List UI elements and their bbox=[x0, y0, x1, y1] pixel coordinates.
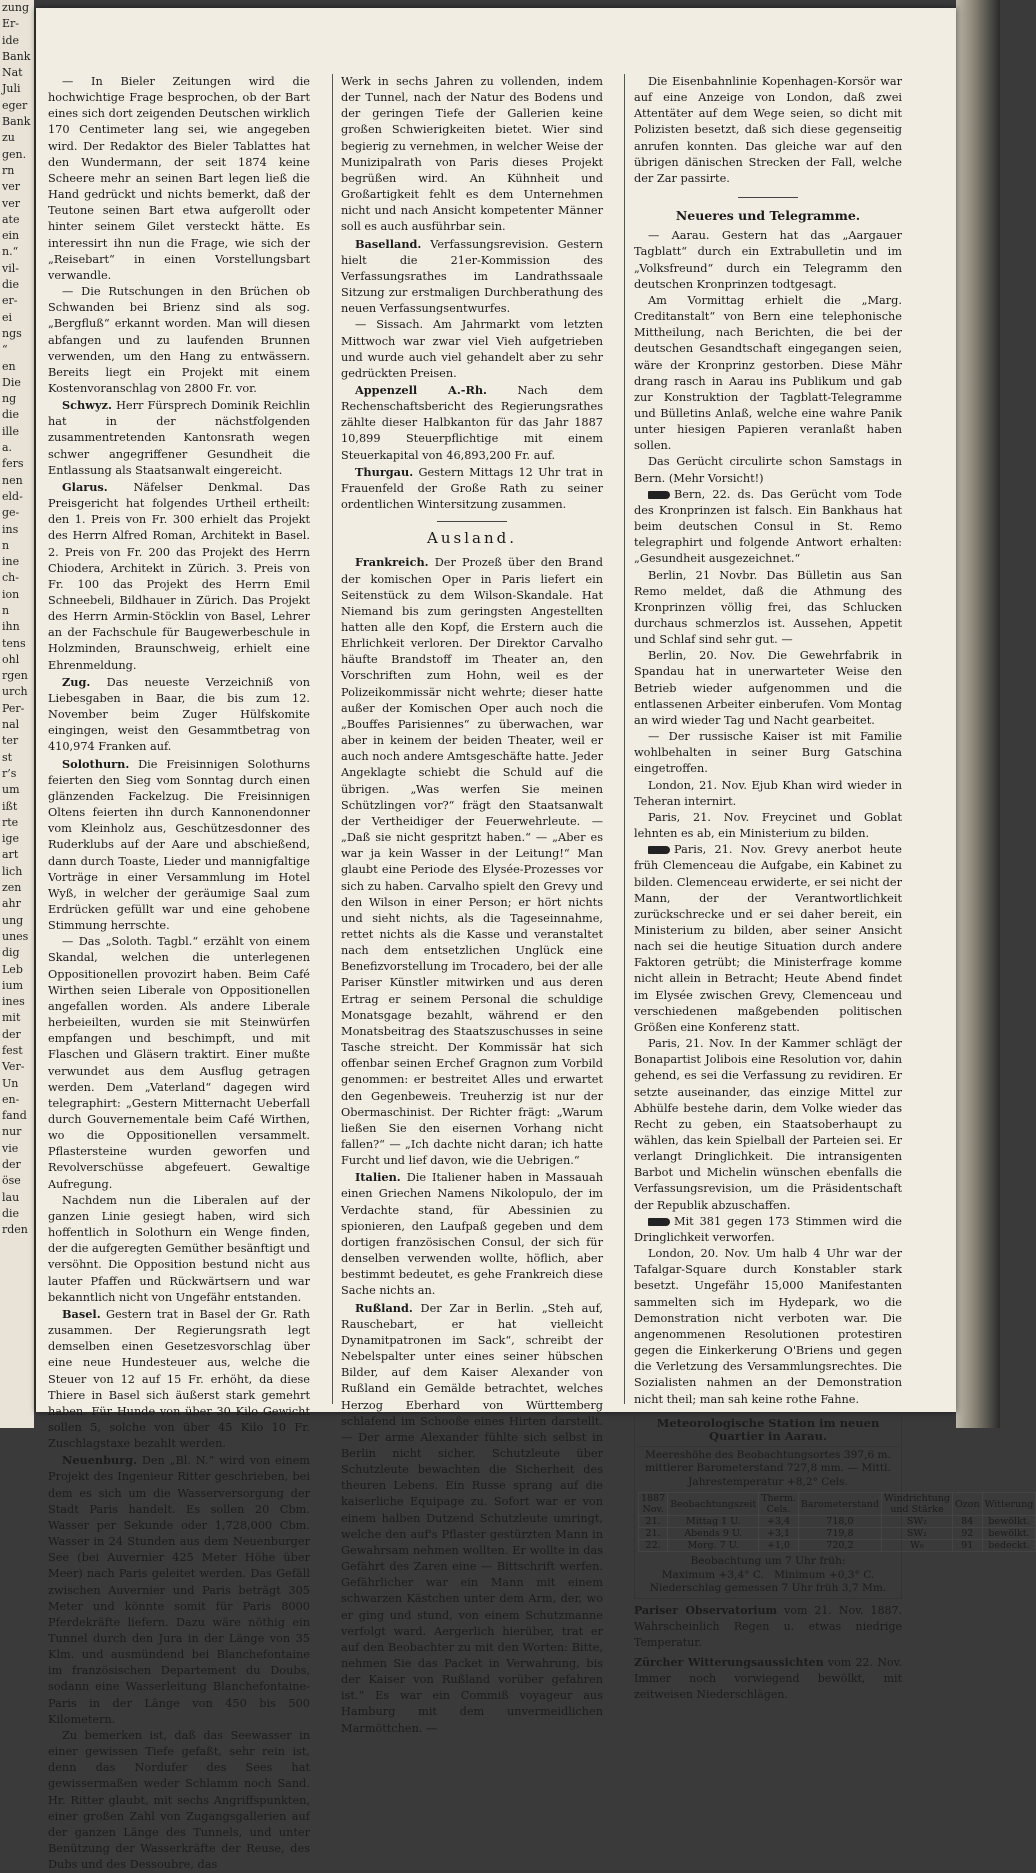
edge-fragment: ine bbox=[2, 555, 20, 569]
weather-cell: bedeckt. bbox=[982, 1540, 1036, 1552]
edge-fragment: fest bbox=[2, 1044, 23, 1057]
article-text: Herr Fürsprech Dominik Reichlin hat in der nächstfolgenden zusammentretenden Kantonsrath wegen schwer angegriffener Gesundheit die Entlassung als Staatsanwalt eingereicht. bbox=[48, 399, 310, 477]
edge-fragment: a. bbox=[2, 441, 13, 455]
article-text: Die Freisinnigen Solothurns feierten den Sieg vom Sonntag durch einen glänzenden Fackelzug. Die Freisinnigen Oltens feierten ihn durch Kannonendonner vom Kleinholz aus, Geschützesdonner des Ruderklubs auf der Aare und abschießend, dann durch Toaste, Lieder und mannigfaltige Vorträge in einer Versammlung im Hotel Wyß, in welcher der geräumige Saal zum Erdrücken gefüllt war und eine gehobene Stimmung herrschte. bbox=[48, 757, 310, 933]
edge-fragment: ille bbox=[2, 424, 20, 438]
article-text: Werk in sechs Jahren zu vollenden, indem der Tunnel, nach der Natur des Bodens und der geringen Tiefe der Gallerien keine großen Schwierigkeiten bietet. Wier sind begierig zu vernehmen, in welcher Weise der Munizipalrath von Paris dieses Projekt begrüßen wird. An Kühnheit und Großartigkeit fehlt es dem Unternehmen nicht und nach Ansicht kompetenter Männer soll es auch ausführbar sein. bbox=[341, 75, 603, 234]
article-paragraph bbox=[48, 1193, 310, 1306]
article-text: Nach dem Rechenschaftsbericht des Regierungsrathes zählte dieser Halbkanton für das Jahr 1887 10,899 Steuerpflichtige mit einem Steuerkapital von 46,893,200 Fr. auf. bbox=[341, 383, 603, 462]
weather-cell: bewölkt. bbox=[982, 1516, 1036, 1528]
weather-row bbox=[639, 1540, 1036, 1552]
article-text: Gestern Mittags 12 Uhr trat in Frauenfeld der Große Rath zu seiner ordentlichen Wintersitzung zusammen. bbox=[341, 465, 603, 512]
paris-observatory-text: vom 21. Nov. 1887. Wahrscheinlich Regen u. etwas niedrige Temperatur. bbox=[634, 1603, 902, 1649]
article-text: Verfassungsrevision. Gestern hielt die 21er-Kommission des Verfassungsrathes im Landrathssaale Sitzung zur erstmaligen Durchberathung des neuen Verfassungsentwurfes. bbox=[341, 237, 603, 316]
edge-fragment: Nat bbox=[2, 66, 23, 80]
edge-fragment: fers bbox=[2, 457, 24, 471]
edge-fragment: unes bbox=[2, 929, 29, 943]
article-paragraph bbox=[634, 228, 902, 293]
weather-row bbox=[639, 1528, 1036, 1540]
edge-fragment: Juli bbox=[2, 82, 21, 96]
article-text: Berlin, 20. Nov. Die Gewehrfabrik in Spandau hat in unerwarteter Weise den Betrieb wieder aufgenommen und die entlassenen Arbeiter einberufen. Vom Montag an wird wieder Tag und Nacht gearbeitet. bbox=[634, 649, 902, 727]
weather-header-cell: Beobachtungszeit bbox=[668, 1493, 759, 1516]
article-text: Zu bemerken ist, daß das Seewasser in einer gewissen Tiefe gefaßt, sehr rein ist, denn das Nordufer des Sees hat gewissermaßen weder Schlamm noch Sand. Hr. Ritter glaubt, mit sechs Angriffspunkten, einer großen Zahl von Zugangsgallerien auf der ganzen Länge des Tunnels, und unter Benützung der Wasserkräfte der Reuse, des Dubs und des Dessoubre, das bbox=[48, 1728, 310, 1872]
edge-fragment: Die bbox=[2, 375, 21, 389]
previous-page-edge bbox=[0, 0, 34, 1428]
paris-observatory-label: Pariser Observatorium bbox=[634, 1603, 778, 1617]
article-heading: Zug. bbox=[62, 674, 91, 689]
article-heading: Italien. bbox=[355, 1170, 401, 1185]
article-text: Näfelser Denkmal. Das Preisgericht hat folgendes Urtheil ertheilt: den 1. Preis von Fr. 300 erhielt das Projekt des Herrn Alfred Roman, Architekt in Basel. 2. Preis von Fr. 200 das Projekt des Herrn Chiodera, Architekt in Zürich. 3. Preis von Fr. 100 das Projekt des Herrn Emil Schneebeli, Bildhauer in Zürich. Das Projekt des Herrn Armin-Stöcklin von Basel, Lehrer an der Fachschule für Baugewerbeschule in Holzminden, Braunschweig, erhielt eine Ehrenmeldung. bbox=[48, 480, 310, 672]
weather-cell: 92 bbox=[952, 1528, 982, 1540]
weather-cell: +3,1 bbox=[759, 1528, 799, 1540]
edge-fragment: ung bbox=[2, 913, 24, 927]
article-paragraph bbox=[48, 756, 310, 935]
edge-fragment: lau bbox=[2, 1190, 20, 1204]
article-text: Das neueste Verzeichniß von Liebesgaben in Baar, die bis zum 12. November beim Zuger Hülfskomite eingingen, weist den Gesammtbetrag von 410,974 Franken auf. bbox=[48, 675, 310, 754]
separator-rule bbox=[437, 521, 507, 522]
article-heading: Appenzell A.-Rh. bbox=[355, 382, 487, 397]
edge-fragment: en- bbox=[2, 1092, 20, 1106]
article-paragraph bbox=[341, 554, 603, 1169]
article-paragraph bbox=[341, 236, 603, 318]
zurich-forecast-note bbox=[634, 1655, 902, 1703]
edge-fragment: n bbox=[2, 538, 10, 552]
article-paragraph bbox=[634, 842, 902, 1036]
edge-fragment: die bbox=[2, 1206, 20, 1220]
article-heading: Glarus. bbox=[62, 479, 108, 494]
pointing-hand-icon bbox=[648, 1218, 670, 1226]
edge-fragment: ter bbox=[2, 734, 19, 748]
weather-cell: +1,0 bbox=[759, 1540, 799, 1552]
article-text: — Der russische Kaiser ist mit Familie wohlbehalten in seiner Burg Gatschina eingetroffen. bbox=[634, 730, 902, 776]
article-paragraph bbox=[341, 1169, 603, 1299]
article-heading: Solothurn. bbox=[62, 756, 130, 771]
article-text: Paris, 21. Nov. Freycinet und Goblat lehnten es ab, ein Ministerium zu bilden. bbox=[634, 810, 902, 841]
article-paragraph bbox=[48, 74, 310, 284]
edge-fragment: Per- bbox=[2, 701, 25, 715]
zurich-forecast-label: Zürcher Witterungsaussichten bbox=[634, 1656, 824, 1670]
pointing-hand-icon bbox=[648, 491, 670, 499]
article-paragraph bbox=[634, 454, 902, 486]
newspaper-page bbox=[36, 8, 1034, 1872]
edge-fragment: r’s bbox=[2, 766, 17, 780]
edge-fragment: ng bbox=[2, 392, 17, 406]
edge-fragment: ihn bbox=[2, 620, 20, 634]
weather-cell: 21. bbox=[639, 1516, 668, 1528]
article-paragraph bbox=[634, 568, 902, 649]
edge-fragment: um bbox=[2, 783, 20, 797]
weather-observation-note: Beobachtung um 7 Uhr früh: bbox=[690, 1555, 846, 1568]
edge-fragment: ohl bbox=[2, 652, 20, 666]
column-rule bbox=[624, 74, 625, 1404]
article-paragraph bbox=[48, 674, 310, 756]
weather-cell: Morg. 7 U. bbox=[668, 1540, 759, 1552]
weather-cell: Mittag 1 U. bbox=[668, 1516, 759, 1528]
edge-fragment: n.“ bbox=[2, 245, 19, 259]
edge-fragment: eld- bbox=[2, 489, 23, 503]
weather-barometer-mean: mittlerer Barometerstand 727,8 mm. — Mittl. Jahrestemperatur +8,2° Cels. bbox=[645, 1462, 891, 1488]
edge-fragment: rte bbox=[2, 815, 19, 829]
edge-fragment: ion bbox=[2, 587, 20, 601]
edge-fragment: vie bbox=[2, 1141, 19, 1155]
article-text: Den „Bl. N.“ wird von einem Projekt des Ingenieur Ritter geschrieben, bei dem es sich um die Wasserversorgung der Stadt Paris handelt. Es sollen 20 Cbm. Wasser per Sekunde oder 1,728,000 Cbm. Wasser in 24 Stunden aus dem Neuenburger See (bei Auvernier 425 Meter Höhe über Meer) nach Paris geleitet werden. Das Gefäll zwischen Auvernier und Paris beträgt 305 Meter und könnte somit für Paris 8000 Pferdekräfte liefern. Dazu wäre nöthig ein Tunnel durch den Jura in der Länge von 35 Klm. und ausmündend bei Blanchefontaine im französischen Departement du Doubs, sodann eine Wasserleitung Blanchefontaine-Paris in der Länge von 450 bis 500 Kilometern. bbox=[48, 1454, 310, 1726]
weather-cell: bewölkt. bbox=[982, 1528, 1036, 1540]
weather-cell: 91 bbox=[952, 1540, 982, 1552]
article-paragraph bbox=[634, 1214, 902, 1246]
article-heading: Thurgau. bbox=[355, 464, 414, 479]
weather-cell: 720,2 bbox=[798, 1540, 881, 1552]
article-paragraph bbox=[48, 479, 310, 674]
edge-fragment: ins bbox=[2, 522, 19, 536]
weather-precipitation: Niederschlag gemessen 7 Uhr früh 3,7 Mm. bbox=[649, 1582, 887, 1595]
edge-fragment: ei bbox=[2, 310, 13, 324]
edge-fragment: n bbox=[2, 603, 10, 617]
edge-fragment: vil- bbox=[2, 261, 19, 275]
edge-fragment: zu bbox=[2, 131, 15, 145]
article-text: Am Vormittag erhielt die „Marg. Creditanstalt“ von Bern eine telephonische Mittheilung, nach Berichten, die bei der deutschen Gesandtschaft eingegangen seien, wäre der Kronprinz gestorben. Diese Mähr drang rasch in Aarau ins Publikum und gab zur Konstruktion der Tagblatt-Telegramme und Bülletins Anlaß, welche eine wahre Panik unter hiesigen Papieren veranlaßt haben sollen. bbox=[634, 293, 902, 453]
edge-fragment: ide bbox=[2, 33, 20, 47]
article-paragraph bbox=[48, 1728, 310, 1873]
article-text: Berlin, 21 Novbr. Das Bülletin aus San Remo meldet, daß die Athmung des Kronprinzen völlig frei, das Schlucken durchaus schmerzlos ist. Aussehen, Appetit und Schlaf sind sehr gut. — bbox=[634, 568, 902, 647]
edge-fragment: dig bbox=[2, 946, 20, 960]
edge-fragment: Bank bbox=[2, 115, 31, 129]
article-text: — Das „Soloth. Tagbl.“ erzählt von einem Skandal, welchen die unterlegenen Oppositionellen provozirt haben. Beim Café Wirthen seien Liberale von Oppositionellen angefallen worden. Als andere Liberale herbeieilten, wurden sie mit Steinwürfen empfangen und beschimpft, und mit Flaschen und Gläsern traktirt. Einer mußte verwundet aus dem Ausflug getragen werden. Dem „Vaterland“ dagegen wird telegraphirt: „Gestern Mitternacht Ueberfall durch Gouvernementale beim Café Wirthen, wo die Oppositionellen versammelt. Pflastersteine wurden geworfen und Revolverschüsse abgefeuert. Gewaltige Aufregung. bbox=[48, 935, 310, 1191]
edge-fragment: nal bbox=[2, 718, 20, 732]
weather-cell: 21. bbox=[639, 1528, 668, 1540]
article-heading: Frankreich. bbox=[355, 555, 429, 570]
weather-cell: SW₂ bbox=[881, 1516, 952, 1528]
edge-fragment: Leb bbox=[2, 962, 23, 976]
article-heading: Rußland. bbox=[355, 1300, 413, 1315]
edge-fragment: fand bbox=[2, 1109, 27, 1123]
edge-fragment: ge- bbox=[2, 506, 20, 520]
weather-extremes bbox=[638, 1569, 898, 1583]
article-paragraph bbox=[634, 1246, 902, 1408]
weather-cell: 84 bbox=[952, 1516, 982, 1528]
weather-cell: SW₂ bbox=[881, 1528, 952, 1540]
section-heading-telegrams: Neueres und Telegramme. bbox=[675, 208, 861, 224]
article-text: — Die Rutschungen in den Brüchen ob Schwanden bei Brienz sind als sog. „Bergfluß“ erkannt worden. Man will diesen abfangen und zu laufenden Brunnen verwenden, um den Hang zu entwässern. Bereits liegt ein Projekt mit einem Kostenvoranschlag von 2800 Fr. vor. bbox=[48, 285, 310, 395]
edge-fragment: art bbox=[2, 848, 19, 862]
article-paragraph bbox=[634, 729, 902, 777]
edge-fragment: ver bbox=[2, 180, 20, 194]
article-text: Das Gerücht circulirte schon Samstags in Bern. (Mehr Vorsicht!) bbox=[634, 455, 902, 485]
article-text: Nachdem nun die Liberalen auf der ganzen Linie gesiegt haben, wird sich hoffentlich in Solothurn ein Wenge finden, der die aufgeregten Gemüther besänftigt und versöhnt. Die Opposition bestund nicht aus lauter Pfaffen und Rückwärtsern und war bekanntlich nicht von Ungefähr entstanden. bbox=[48, 1193, 310, 1304]
edge-fragment: er- bbox=[2, 294, 18, 308]
weather-table-header bbox=[639, 1493, 1036, 1516]
article-paragraph bbox=[341, 74, 603, 236]
weather-header-cell: 1887 Nov. bbox=[639, 1493, 668, 1516]
zurich-forecast-text: vom 22. Nov. Immer noch vorwiegend bewölkt, mit zeitweisen Niederschlägen. bbox=[634, 1656, 902, 1702]
article-paragraph bbox=[48, 1452, 310, 1728]
article-text: — Sissach. Am Jahrmarkt vom letzten Mittwoch war zwar viel Vieh aufgetrieben und wurde auch viel gehandelt aber zu sehr gedrückten Preisen. bbox=[341, 318, 603, 380]
article-text: Die Eisenbahnlinie Kopenhagen-Korsör war auf eine Anzeige von London, daß zwei Attentäter auf dem Wege seien, so dicht mit Polizisten besetzt, daß sich diese gegenseitig anrufen konnten. Das gleiche war auf den übrigen dänischen Strecken der Fall, welche der Zar passirte. bbox=[634, 75, 902, 185]
article-paragraph bbox=[48, 397, 310, 479]
edge-fragment: ver bbox=[2, 196, 20, 210]
edge-fragment: st bbox=[2, 750, 13, 764]
article-paragraph bbox=[48, 1306, 310, 1452]
article-paragraph bbox=[634, 487, 902, 568]
article-paragraph bbox=[341, 317, 603, 382]
article-text: Die Italiener haben in Massauah einen Griechen Namens Nikolopulo, der im Verdachte stand, für Abessinien zu spionieren, den Laufpaß gegeben und dem dortigen französischen Consul, der sich für denselben verwenden wollte, höflich, aber bestimmt bedeutet, es gehe Frankreich diese Sache nichts an. bbox=[341, 1171, 603, 1298]
weather-cell: 22. bbox=[639, 1540, 668, 1552]
edge-fragment: tens bbox=[2, 636, 26, 650]
separator-rule bbox=[738, 197, 798, 198]
weather-station-box bbox=[634, 1414, 1034, 1599]
weather-cell: W₀ bbox=[881, 1540, 952, 1552]
article-paragraph bbox=[341, 1300, 603, 1737]
edge-fragment: nen bbox=[2, 473, 23, 487]
weather-elevation: Meereshöhe des Beobachtungsortes 397,6 m. bbox=[645, 1448, 891, 1461]
edge-fragment: der bbox=[2, 1158, 21, 1172]
telegram-list bbox=[634, 228, 902, 1407]
edge-fragment: ium bbox=[2, 978, 24, 992]
weather-min: Minimum +0,3° C. bbox=[774, 1568, 875, 1581]
edge-fragment: gen. bbox=[2, 147, 27, 161]
edge-fragment: rn bbox=[2, 163, 15, 177]
pointing-hand-icon bbox=[648, 846, 670, 854]
edge-fragment: rgen bbox=[2, 669, 28, 683]
article-paragraph bbox=[48, 934, 310, 1193]
article-paragraph bbox=[634, 1036, 902, 1214]
edge-fragment: ahr bbox=[2, 897, 21, 911]
weather-header-cell: Witterung bbox=[982, 1493, 1036, 1516]
article-text: — In Bieler Zeitungen wird die hochwichtige Frage besprochen, ob der Bart eines sich dort zeigenden Deutschen wirklich 170 Centimeter lang sei, wie angegeben wird. Der Redaktor des Bieler Tablattes hat den Wundermann, der seit 1874 keine Scheere mehr an seinen Bart legen ließ die Hand gedrückt und nichts bemerkt, daß der Teutone seinen Bart etwa aufgerollt oder hinter seinem Gilet versteckt hätte. Es interessirt ihn nun die Frage, wie sich der „Reisebart“ in einen Vorstellungsbart verwandle. bbox=[48, 75, 310, 282]
article-paragraph bbox=[634, 778, 902, 810]
edge-fragment: Er- bbox=[2, 17, 20, 31]
edge-fragment: “ bbox=[2, 343, 8, 357]
weather-cell: 718,0 bbox=[798, 1516, 881, 1528]
article-heading: Basel. bbox=[62, 1306, 101, 1321]
edge-fragment: urch bbox=[2, 685, 28, 699]
article-paragraph bbox=[634, 648, 902, 729]
edge-fragment: ißt bbox=[2, 799, 18, 813]
column-rule bbox=[332, 74, 333, 1404]
edge-fragment: ein bbox=[2, 229, 20, 243]
edge-fragment: die bbox=[2, 408, 20, 422]
next-page-edge bbox=[956, 0, 1000, 1428]
edge-fragment: en bbox=[2, 359, 16, 373]
edge-fragment: öse bbox=[2, 1174, 21, 1188]
article-paragraph bbox=[634, 810, 902, 842]
article-paragraph bbox=[48, 284, 310, 397]
article-text: Paris, 21. Nov. Grevy anerbot heute früh Clemenceau die Aufgabe, ein Kabinet zu bilden. Clemenceau erwiderte, er sei nicht der Mann, der der Verantwortlichkeit zurückschrecke und er sei daher bereit, ein Ministerium zu bilden, aber seiner Ansicht nach sei die heutige Situation durch andere Faktoren getrübt; die Ministerfrage komme nicht allein in Betracht; Heute Abend findet im Elysée zwischen Grevy, Clemenceau und verschiedenen maßgebenden politischen Größen eine Konferenz statt. bbox=[634, 843, 902, 1034]
edge-fragment: ines bbox=[2, 995, 25, 1009]
weather-station-title: Meteorologische Station im neuen Quartier in Aarau. bbox=[638, 1417, 898, 1447]
article-text: Gestern trat in Basel der Gr. Rath zusammen. Der Regierungsrath legt demselben einen Gesetzesvorschlag über eine neue Hundesteuer aus, welche die Steuer von 12 auf 15 Fr. erhöht, da diese Thiere in Basel sich äußerst stark gemehrt haben. Für Hunde von über 30 Kilo Gewicht sollen 5, solche von über 45 Kilo 10 Fr. Zuschlagstaxe bezahlt werden. bbox=[48, 1307, 310, 1451]
edge-fragment: nur bbox=[2, 1125, 22, 1139]
article-heading: Baselland. bbox=[355, 236, 422, 251]
edge-fragment: rden bbox=[2, 1223, 28, 1237]
weather-row bbox=[639, 1516, 1036, 1528]
edge-fragment: die bbox=[2, 278, 20, 292]
article-text: Paris, 21. Nov. In der Kammer schlägt der Bonapartist Jolibois eine Resolution vor, dahin gehend, es sei die Verfassung zu revidiren. Er setzte auseinander, das einzige Mittel zur Abhülfe bestehe darin, dem Volke wieder das Recht zu geben, ein Staatsoberhaupt zu wählen, das kein Spielball der Parteien sei. Er verlangt Dringlichkeit. Die intransigenten Barbot und Michelin wünschen ebenfalls die Verfassungsrevision, um die Präsidentschaft der Republik abzuschaffen. bbox=[634, 1037, 902, 1212]
article-text: — Aarau. Gestern hat das „Aargauer Tagblatt“ durch ein Extrabulletin und im „Volksfreund“ durch ein Telegramm den deutschen Kronprinzen todtgesagt. bbox=[634, 229, 902, 291]
article-text: Der Zar in Berlin. „Steh auf, Rauschebart, er hat vielleicht Dynamitpatronen im Sack“, schreibt der Nebelspalter unter eines seiner hübschen Bilder, auf dem Kaiser Alexander von Rußland ein Gemälde betrachtet, welches Herzog Eberhard von Württemberg schlafend im Schooße eines Hirten darstellt. — Der arme Alexander fühlte sich selbst in Berlin nicht sicher. Schutzleute über Schutzleute bewachten die Sicherheit des theuren Lebens. Ein Russe sprang auf die kaiserliche Equipage zu. Sofort war er von einem halben Dutzend Schutzleute umringt, welche den auf's Pflaster gestürzten Mann in Gewahrsam nehmen wollten. Er wollte in das Gefährt des Zaren eine — Bittschrift werfen. Gefährlicher war ein Mann mit einem schwarzen Kästchen unter dem Arm, der, wo er ging und stund, von einem Schutzmanne verfolgt ward. Aergerlich hierüber, trat er auf den Beobachter zu mit den Worten: Bitte, nehmen Sie das Packet in Verwahrung, bis der Kaiser von Rußland vorüber gefahren ist.“ Es war ein Commiß voyageur aus Hamburg mit dem unvermeidlichen Marmöttchen. — bbox=[341, 1301, 603, 1735]
paris-observatory-note bbox=[634, 1603, 902, 1651]
article-text: London, 20. Nov. Um halb 4 Uhr war der Tafalgar-Square durch Konstabler stark besetzt. Ungefähr 15,000 Manifestanten sammelten sich im Hydepark, wo die Demonstration nicht verboten war. Die angenommenen Resolutionen protestiren gegen die Einkerkerung O'Briens und gegen die Verletzung des Versammlungsrechtes. Die Sozialisten nahmen an der Demonstration nicht theil; man sah keine rothe Fahne. bbox=[634, 1247, 902, 1406]
edge-fragment: mit bbox=[2, 1011, 21, 1025]
article-text: Bern, 22. ds. Das Gerücht vom Tode des Kronprinzen ist falsch. Ein Bankhaus hat beim deutschen Consul in St. Remo telegraphirt und folgende Antwort erhalten: „Gesundheit ausgezeichnet.“ bbox=[634, 487, 902, 566]
weather-cell: 719,8 bbox=[798, 1528, 881, 1540]
edge-fragment: ch- bbox=[2, 571, 19, 585]
article-heading: Schwyz. bbox=[62, 398, 112, 413]
weather-header-cell: Ozon bbox=[952, 1493, 982, 1516]
edge-fragment: ige bbox=[2, 832, 20, 846]
column-3 bbox=[634, 74, 1034, 1702]
weather-cell: Abends 9 U. bbox=[668, 1528, 759, 1540]
weather-header-cell: Barometerstand bbox=[798, 1493, 881, 1516]
article-text: London, 21. Nov. Ejub Khan wird wieder in Teheran internirt. bbox=[634, 778, 902, 808]
edge-fragment: ngs bbox=[2, 326, 22, 340]
edge-fragment: zen bbox=[2, 881, 22, 895]
weather-cell: +3,4 bbox=[759, 1516, 799, 1528]
edge-fragment: Un bbox=[2, 1076, 19, 1090]
weather-max: Maximum +3,4° C. bbox=[661, 1568, 764, 1581]
column-2 bbox=[341, 74, 603, 1735]
section-heading: Ausland. bbox=[427, 529, 517, 548]
weather-header-cell: Therm. Cels. bbox=[759, 1493, 799, 1516]
weather-header-cell: Windrichtung und Stärke bbox=[881, 1493, 952, 1516]
column-1 bbox=[48, 74, 310, 1872]
article-heading: Neuenburg. bbox=[62, 1453, 138, 1468]
edge-fragment: lich bbox=[2, 864, 23, 878]
article-text: Mit 381 gegen 173 Stimmen wird die Dringlichkeit verworfen. bbox=[634, 1214, 902, 1244]
edge-fragment: ate bbox=[2, 212, 20, 226]
edge-fragment: eger bbox=[2, 98, 28, 112]
edge-fragment: Bank bbox=[2, 49, 31, 63]
article-paragraph bbox=[341, 382, 603, 464]
article-text: Der Prozeß über den Brand der komischen Oper in Paris liefert ein Seitenstück zu dem Wilson-Skandale. Hat Niemand bis zum geringsten Angestellten hatten alle den Kopf, die Erstern auch die Ehrlichkeit verloren. Der Direktor Carvalho häufte Brandstoff im Theater an, den Vorschriften zum Hohn, weil es der Polizeikommissär nicht wehrte; dieser hatte außer der Komischen Oper auch noch die „Bouffes Parisiennes“ zu überwachen, war aber in keinem der beiden Theater, weil er auch noch andere Amtsgeschäfte hatte. Jeder Angeklagte schiebt die Schuld auf die übrigen. „Was werfen Sie meinen Schützlingen vor?“ frägt den Staatsanwalt der Vertheidiger der Feuerwehrleute. — „Daß sie nicht gespritzt haben.“ — „Aber es war ja kein Wasser in der Leitung!“ Man glaubt eine Periode des Elysée-Prozesses vor sich zu haben. Carvalho spielt den Grevy und den Wilson in einer Person; er hört nichts und sieht nichts, als die Tageseinnahme, rettet nichts als die Kasse und veranstaltet nach dem entsetzlichen Unglück eine Benefizvorstellung im Trocadero, bei der alle Pariser Künstler mitwirken und aus deren Ertrag er seinem Personal die schuldige Monatsgage bezahlt, während er den Monatsbeitrag des Staatszuschusses in seine Tasche streicht. Der Kommissär hat sich offenbar seinen Erchef Gragnon zum Vorbild genommen: er bestreitet Alles und erwartet den Gegenbeweis. Treuherzig ist nur der Obermaschinist. Der Richter frägt: „Warum ließen Sie den eisernen Vorhang nicht fallen?“ — „Ich dachte nicht daran; ich hatte Furcht und lief davon, wie die Uebrigen.“ bbox=[341, 556, 603, 1168]
edge-fragment: zung bbox=[2, 1, 30, 14]
edge-fragment: Ver- bbox=[2, 1060, 25, 1074]
weather-table bbox=[638, 1492, 1036, 1552]
article-paragraph bbox=[341, 464, 603, 513]
article-paragraph bbox=[634, 293, 902, 455]
edge-fragment: der bbox=[2, 1027, 21, 1041]
